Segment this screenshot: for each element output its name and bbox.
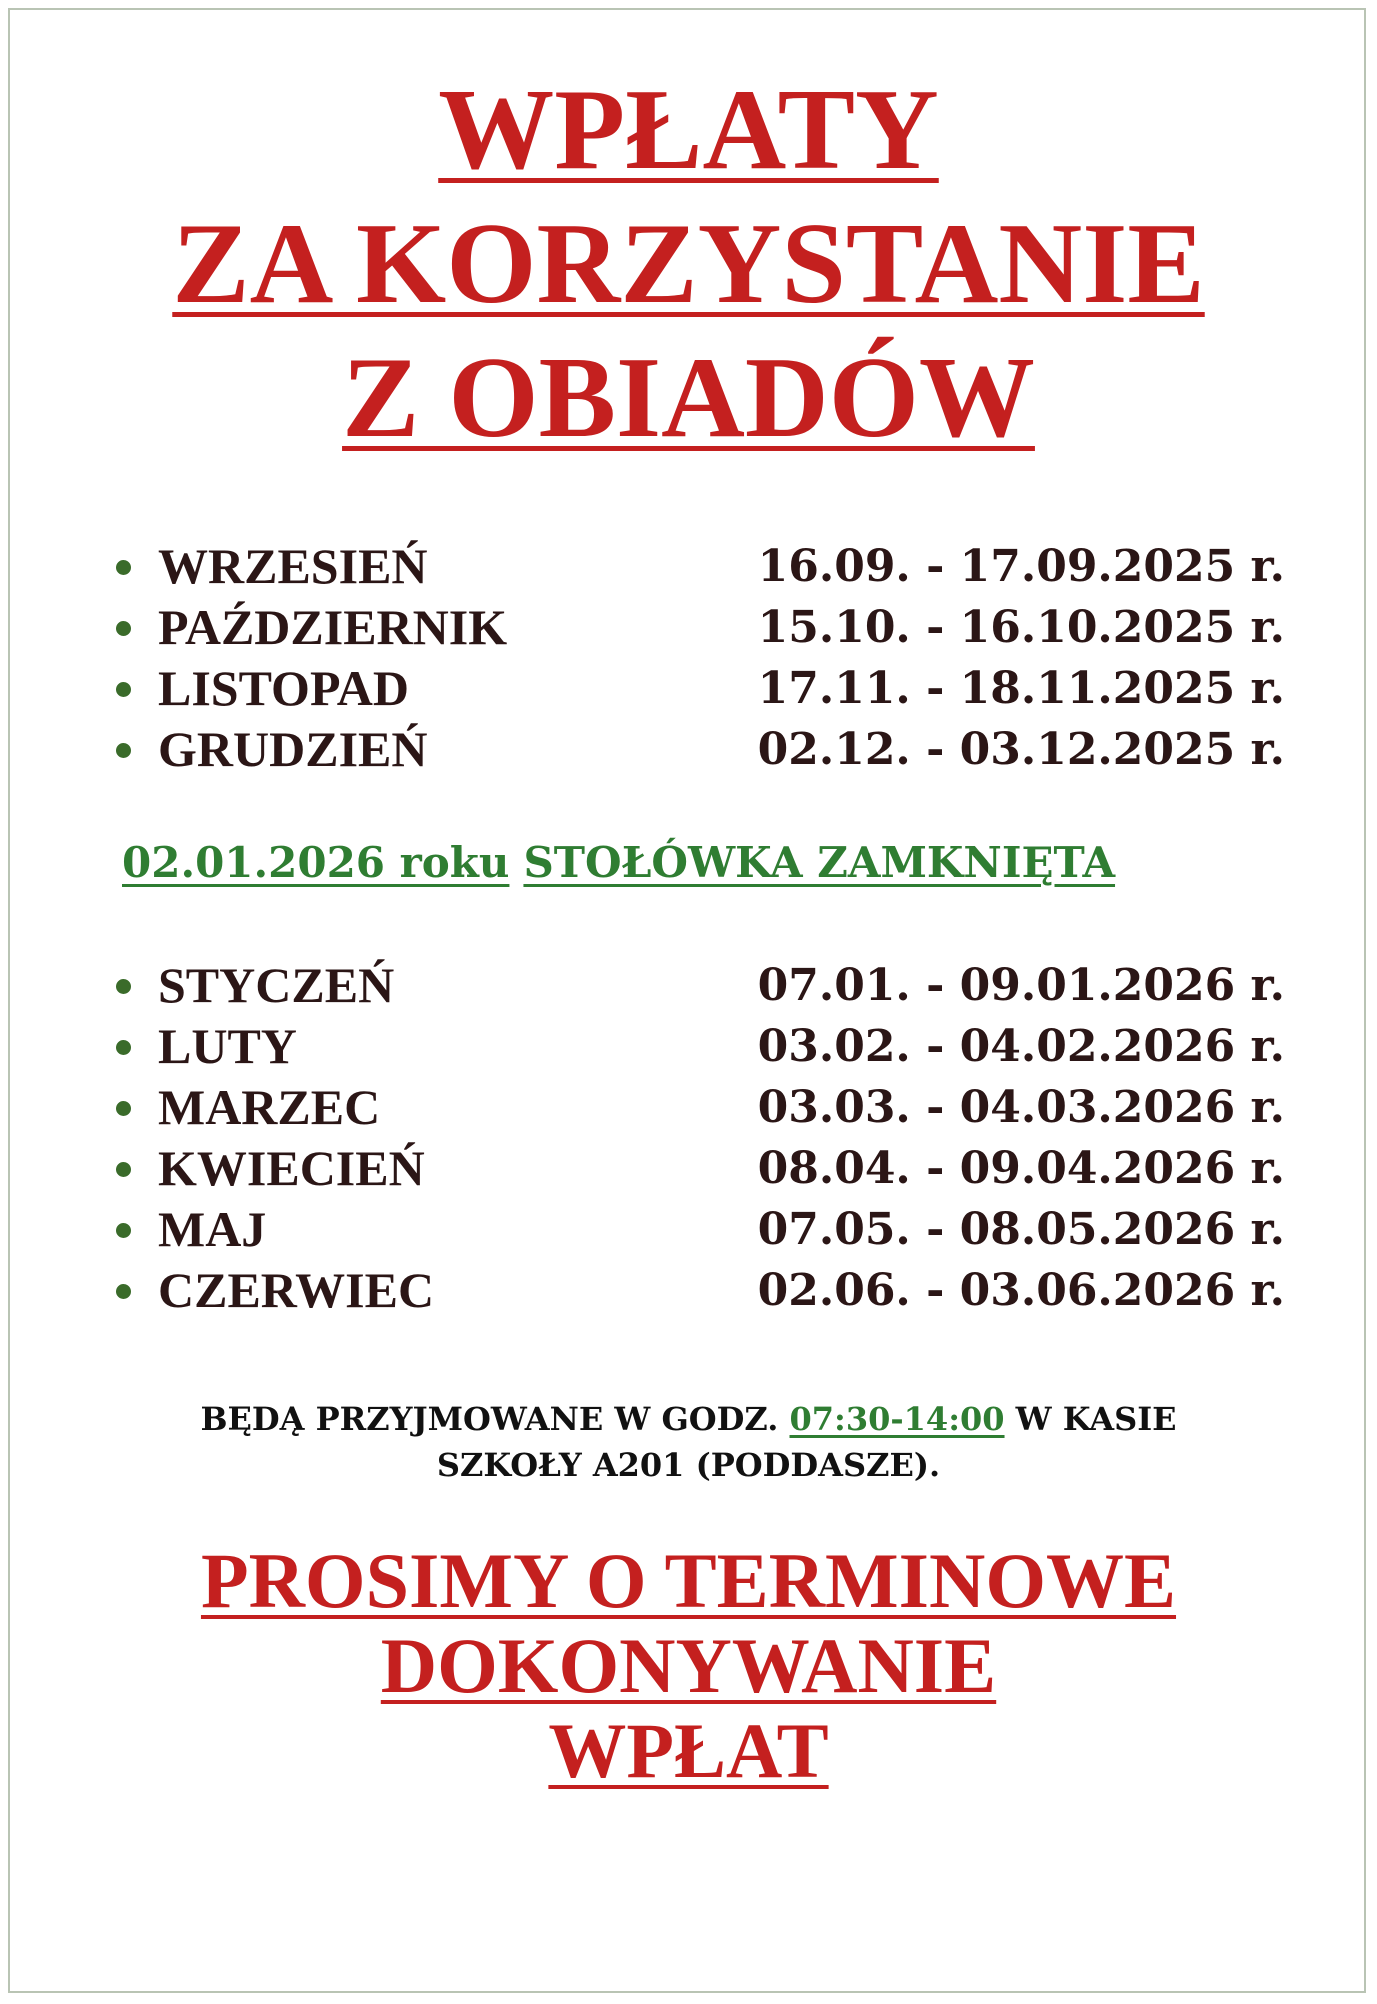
payment-dates: 07.05. - 08.05.2026 r. <box>757 1204 1285 1255</box>
month-label: STYCZEŃ <box>158 957 395 1013</box>
schedule-row <box>0 1016 1377 1077</box>
payment-dates: 15.10. - 16.10.2025 r. <box>757 602 1285 653</box>
office-hours-notice <box>0 1396 1377 1488</box>
schedule-row <box>0 955 1377 1016</box>
bullet-icon <box>116 560 131 575</box>
month-label: WRZESIEŃ <box>158 538 428 594</box>
schedule-row <box>0 536 1377 597</box>
payment-dates: 02.12. - 03.12.2025 r. <box>757 724 1285 775</box>
title-line-1-text: WPŁATY <box>438 66 939 194</box>
schedule-row <box>0 1260 1377 1321</box>
closed-text: STOŁÓWKA ZAMKNIĘTA <box>523 838 1116 887</box>
closed-date: 02.01.2026 roku <box>122 838 510 887</box>
appeal-line-1 <box>0 1537 1377 1624</box>
title-line-2-text: ZA KORZYSTANIE <box>172 200 1205 328</box>
month-label: PAŹDZIERNIK <box>158 599 508 655</box>
schedule-row <box>0 719 1377 780</box>
month-label: MAJ <box>158 1201 267 1257</box>
title-line-2 <box>0 200 1377 328</box>
schedule-row <box>0 1138 1377 1199</box>
bullet-icon <box>116 682 131 697</box>
hours-after: W KASIE <box>1015 1400 1177 1438</box>
schedule-list-spring <box>0 955 1377 1321</box>
payment-dates: 03.02. - 04.02.2026 r. <box>757 1021 1285 1072</box>
payment-dates: 08.04. - 09.04.2026 r. <box>757 1143 1285 1194</box>
appeal-line-3-text: WPŁAT <box>548 1707 829 1794</box>
hours-line-1 <box>0 1396 1377 1442</box>
month-label: CZERWIEC <box>158 1262 435 1318</box>
hours-line-2: SZKOŁY A201 (PODDASZE). <box>436 1446 941 1484</box>
schedule-row <box>0 658 1377 719</box>
bullet-icon <box>116 1162 131 1177</box>
bullet-icon <box>116 1040 131 1055</box>
month-label: MARZEC <box>158 1079 381 1135</box>
bullet-icon <box>116 1284 131 1299</box>
bullet-icon <box>116 1223 131 1238</box>
schedule-list-autumn <box>0 536 1377 780</box>
appeal-line-3 <box>0 1707 1377 1794</box>
bullet-icon <box>116 621 131 636</box>
month-label: LISTOPAD <box>158 660 410 716</box>
canteen-closed-notice <box>122 838 1115 887</box>
month-label: GRUDZIEŃ <box>158 721 428 777</box>
payment-dates: 02.06. - 03.06.2026 r. <box>757 1265 1285 1316</box>
title-line-3 <box>0 334 1377 462</box>
schedule-row <box>0 1077 1377 1138</box>
hours-time: 07:30-14:00 <box>789 1400 1005 1438</box>
payment-dates: 17.11. - 18.11.2025 r. <box>757 663 1285 714</box>
bullet-icon <box>116 743 131 758</box>
payment-dates: 07.01. - 09.01.2026 r. <box>757 960 1285 1011</box>
schedule-row <box>0 597 1377 658</box>
title-line-3-text: Z OBIADÓW <box>342 334 1035 462</box>
payment-dates: 16.09. - 17.09.2025 r. <box>757 541 1285 592</box>
appeal-line-1-text: PROSIMY O TERMINOWE <box>200 1537 1177 1624</box>
bullet-icon <box>116 979 131 994</box>
month-label: LUTY <box>158 1018 297 1074</box>
appeal-line-2 <box>0 1622 1377 1709</box>
payment-dates: 03.03. - 04.03.2026 r. <box>757 1082 1285 1133</box>
title-line-1 <box>0 66 1377 194</box>
schedule-row <box>0 1199 1377 1260</box>
hours-before: BĘDĄ PRZYJMOWANE W GODZ. <box>200 1400 779 1438</box>
appeal-line-2-text: DOKONYWANIE <box>380 1622 997 1709</box>
bullet-icon <box>116 1101 131 1116</box>
month-label: KWIECIEŃ <box>158 1140 425 1196</box>
